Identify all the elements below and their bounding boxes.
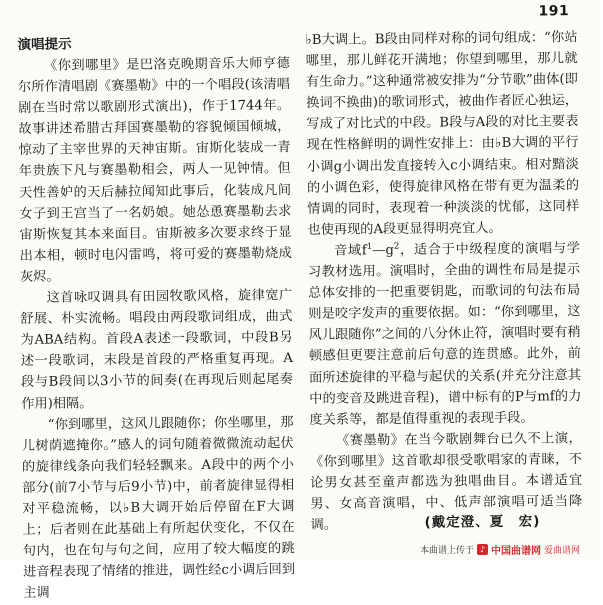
paragraph-form: 这首咏叹调具有田园牧歌风格，旋律宽广舒展、朴实流畅。唱段由两段歌词组成，曲式为ABA结构。首段A表述一段歌词，中段B另述一段歌词，末段是首段的严格重复再现。A段与B段间以3小节的间奏(在再现后则起尾奏作用)相隔。 (20, 288, 294, 412)
right-column (305, 27, 582, 536)
watermark-logo-icon: ♪ (477, 544, 488, 555)
section-heading: 演唱提示 (17, 36, 72, 53)
page-footer (420, 540, 596, 558)
paragraph-section-b: ♭B大调上。B段由同样对称的词句组成：“你站哪里，那儿鲜花开满地；你望到哪里，那儿就有生命力。”这种通常被安排为“分节歌”曲体(即换词不换曲)的歌词形式，被曲作者匠心独运，写成了对比式的中段。B段与A段的对比主要表现在性格鲜明的调性安排上：由♭B大调的平行小调g小调出发直接转入c小调结束。相对黯淡的小调色彩，使得旋律风格在带有更为温柔的情调的同时，表现着一种淡淡的忧郁，这同样也使再现的A段更显得明亮宜人。 (305, 30, 580, 238)
watermark-brand[interactable]: 中国曲谱网 (491, 545, 542, 557)
upload-note: 本曲谱上传于 (420, 545, 475, 556)
watermark-sub[interactable]: 爱曲谱网 (544, 545, 581, 556)
left-column (17, 30, 295, 604)
paragraph-range: 音域$f^1—g^2$，适合于中级程度的演唱与学习教材选用。演唱时，全曲的调性布局是提示总体安排的一把重要钥匙，而歌词的句法布局则是咬字发声的重要依据。如：“你到哪里，这风儿跟随你”之间的八分休止符，演唱时要有稍顿感但更要注意前后句意的连贯感。此外，前面所述旋律的平稳与起伏的关系(并充分注意其中的变音及跳进音程)，谱中标有的P与mf的力度关系等，都是值得重视的表现手段。 (307, 241, 582, 428)
page-number: 191 (538, 3, 570, 20)
paragraph-performance: 《赛墨勒》在当今歌剧舞台已久不上演，《你到哪里》这首歌却很受歌唱家的青睐，不论男女甚至童声都选为独唱曲目。本谱适宜男、女高音演唱，中、低声部演唱可适当降调。 (309, 430, 583, 534)
paragraph-section-a: “你到哪里，这风儿跟随你；你坐哪里，那儿树荫遮掩你。”感人的词句随着微微流动起伏的旋律线条向我们轻轻飘来。A段中的两个小部分(前7小节与后9小节)中，前者旋律显得相对平稳流畅，以♭B大调开始后停留在F大调上；后者则在此基础上有所起伏变化，不仅在句内，也在句与句之间，应用了较大幅度的跳进音程表现了情绪的推进，调性经c小调后回到主调 (21, 414, 296, 602)
paragraph-story: 《你到哪里》是巴洛克晚期音乐大师亨德尔所作清唱剧《赛墨勒》中的一个唱段(该清唱剧在当时常以歌剧形式演出)，作于1744年。故事讲述希腊古拜国赛墨勒的容貌倾国倾城，惊动了主宰世界的天神宙斯。宙斯化装成一青年贵族下凡与赛墨勒相会，两人一见钟情。但天性善妒的天后赫拉闻知此事后，化装成凡间女子到王宫当了一名奶娘。她怂恿赛墨勒去求宙斯恢复其本来面目。宙斯被多次要求终于显出本相，顿时电闪雷鸣，将可爱的赛墨勒烧成灰烬。 (17, 56, 292, 285)
author-signature: (戴定澄、夏 宏) (424, 513, 541, 531)
